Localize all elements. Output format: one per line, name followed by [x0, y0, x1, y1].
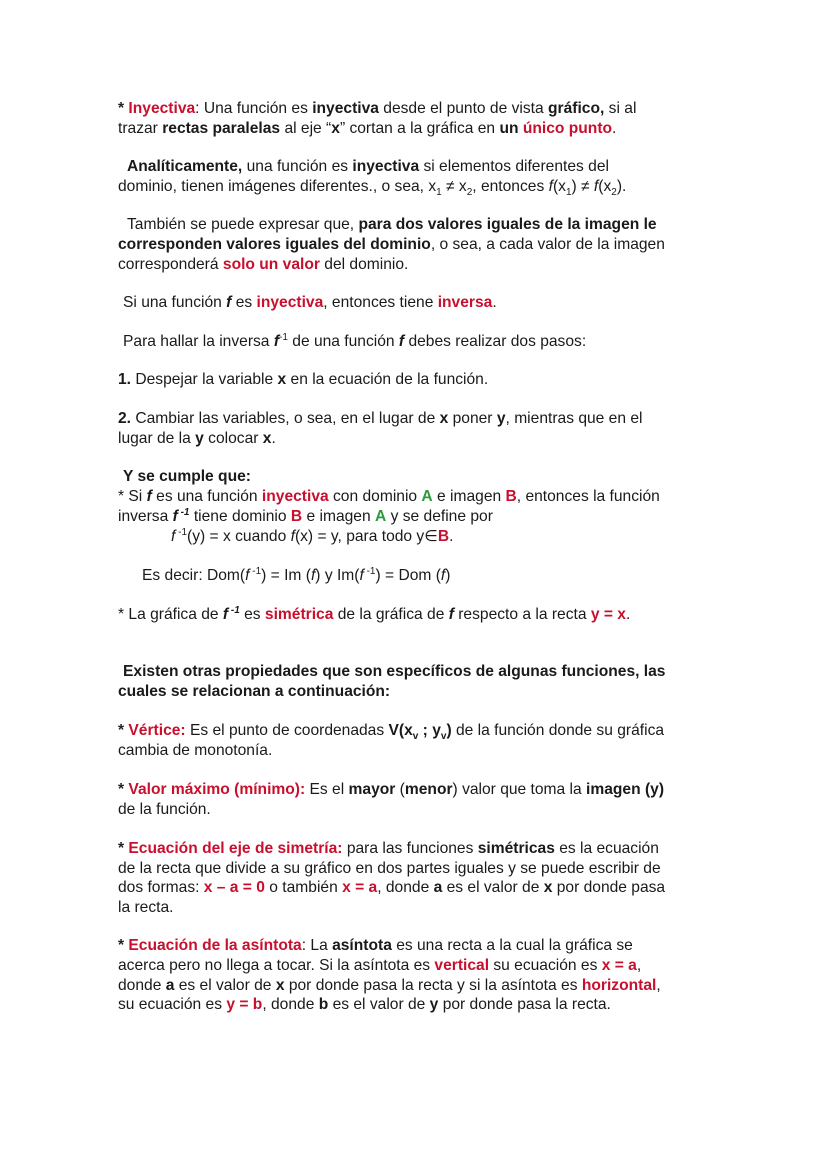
- inverse-existence-line: Si una función f es inyectiva, entonces tiene inversa.: [123, 294, 497, 311]
- asymptote-line-4: su ecuación es y = b, donde b es el valor de y por donde pasa la recta.: [118, 996, 611, 1013]
- find-inverse-intro-line: Para hallar la inversa $f^{-1}$ de una función f debes realizar dos pasos:: [123, 331, 587, 350]
- inverse-property-line-3: f $^{-1}$(y) = x cuando f(x) = y, para todo y∈B.: [171, 526, 454, 545]
- vertex-line-1: * Vértice: Es el punto de coordenadas $V(x_v$ ; $y_v$) de la función donde su gráfica: [118, 722, 665, 743]
- section-heading-se-cumple: Y se cumple que:: [123, 468, 251, 485]
- analytic-definition-line-2: dominio, tienen imágenes diferentes., o sea, $x_1 \ne x_2$, entonces $f(x_1) \ne f(x_2)$.: [118, 178, 627, 199]
- also-expressed-line-1: También se puede expresar que, para dos valores iguales de la imagen le: [127, 216, 657, 233]
- also-expressed-line-2: corresponden valores iguales del dominio, o sea, a cada valor de la imagen: [118, 236, 665, 253]
- symmetry-axis-line-1: * Ecuación del eje de simetría: para las funciones simétricas es la ecuación: [118, 840, 659, 857]
- term-eje-simetria: Ecuación del eje de simetría:: [124, 840, 343, 857]
- vertex-line-2: cambia de monotonía.: [118, 742, 273, 759]
- also-expressed-line-3: corresponderá solo un valor del dominio.: [118, 256, 409, 273]
- bullet-asterisk: *: [118, 100, 125, 117]
- symmetric-graph-line: * La gráfica de f $^{-1}$ es simétrica de la gráfica de f respecto a la recta y = x.: [118, 604, 631, 623]
- inverse-property-line-1: * Si f es una función inyectiva con dominio A e imagen B, entonces la función: [118, 488, 660, 505]
- asymptote-line-1: * Ecuación de la asíntota: La asíntota es una recta a la cual la gráfica se: [118, 937, 633, 954]
- term-vertice: Vértice:: [124, 722, 186, 739]
- term-inyectiva: Inyectiva: [128, 100, 196, 117]
- other-properties-heading-line-2: cuales se relacionan a continuación:: [118, 683, 391, 700]
- symmetry-axis-line-2: de la recta que divide a su gráfico en dos partes iguales y se puede escribir de: [118, 860, 661, 877]
- step-2-line-1: 2. Cambiar las variables, o sea, en el lugar de x poner y, mientras que en el: [118, 410, 643, 427]
- symmetry-axis-line-4: la recta.: [118, 899, 174, 916]
- inyectiva-definition-line-1: * Inyectiva: Una función es inyectiva desde el punto de vista gráfico, si al: [118, 100, 637, 117]
- inverse-property-line-2: inversa f $^{-1}$ tiene dominio B e imagen A y se define por: [118, 506, 493, 525]
- analytic-definition-line-1: Analíticamente, una función es inyectiva si elementos diferentes del: [127, 158, 609, 175]
- other-properties-heading-line-1: Existen otras propiedades que son específicos de algunas funciones, las: [123, 663, 666, 680]
- asymptote-line-2: acerca pero no llega a tocar. Si la asíntota es vertical su ecuación es x = a,: [118, 957, 642, 974]
- term-valor-maximo: Valor máximo (mínimo):: [124, 781, 306, 798]
- asymptote-line-3: donde a es el valor de x por donde pasa la recta y si la asíntota es horizontal,: [118, 977, 661, 994]
- inyectiva-definition-line-2: trazar rectas paralelas al eje “x” cortan a la gráfica en un único punto.: [118, 120, 617, 137]
- domain-image-equation-line: Es decir: Dom(f $^{-1}$) = Im (f) y Im(f $^{-1}$) = Dom (f): [142, 565, 451, 584]
- step-1-line: 1. Despejar la variable x en la ecuación de la función.: [118, 371, 489, 388]
- step-2-line-2: lugar de la y colocar x.: [118, 430, 276, 447]
- term-asintota: Ecuación de la asíntota: [124, 937, 302, 954]
- max-value-line-2: de la función.: [118, 801, 211, 818]
- symmetry-axis-line-3: dos formas: x – a = 0 o también x = a, donde a es el valor de x por donde pasa: [118, 879, 666, 896]
- max-value-line-1: * Valor máximo (mínimo): Es el mayor (menor) valor que toma la imagen (y): [118, 781, 665, 798]
